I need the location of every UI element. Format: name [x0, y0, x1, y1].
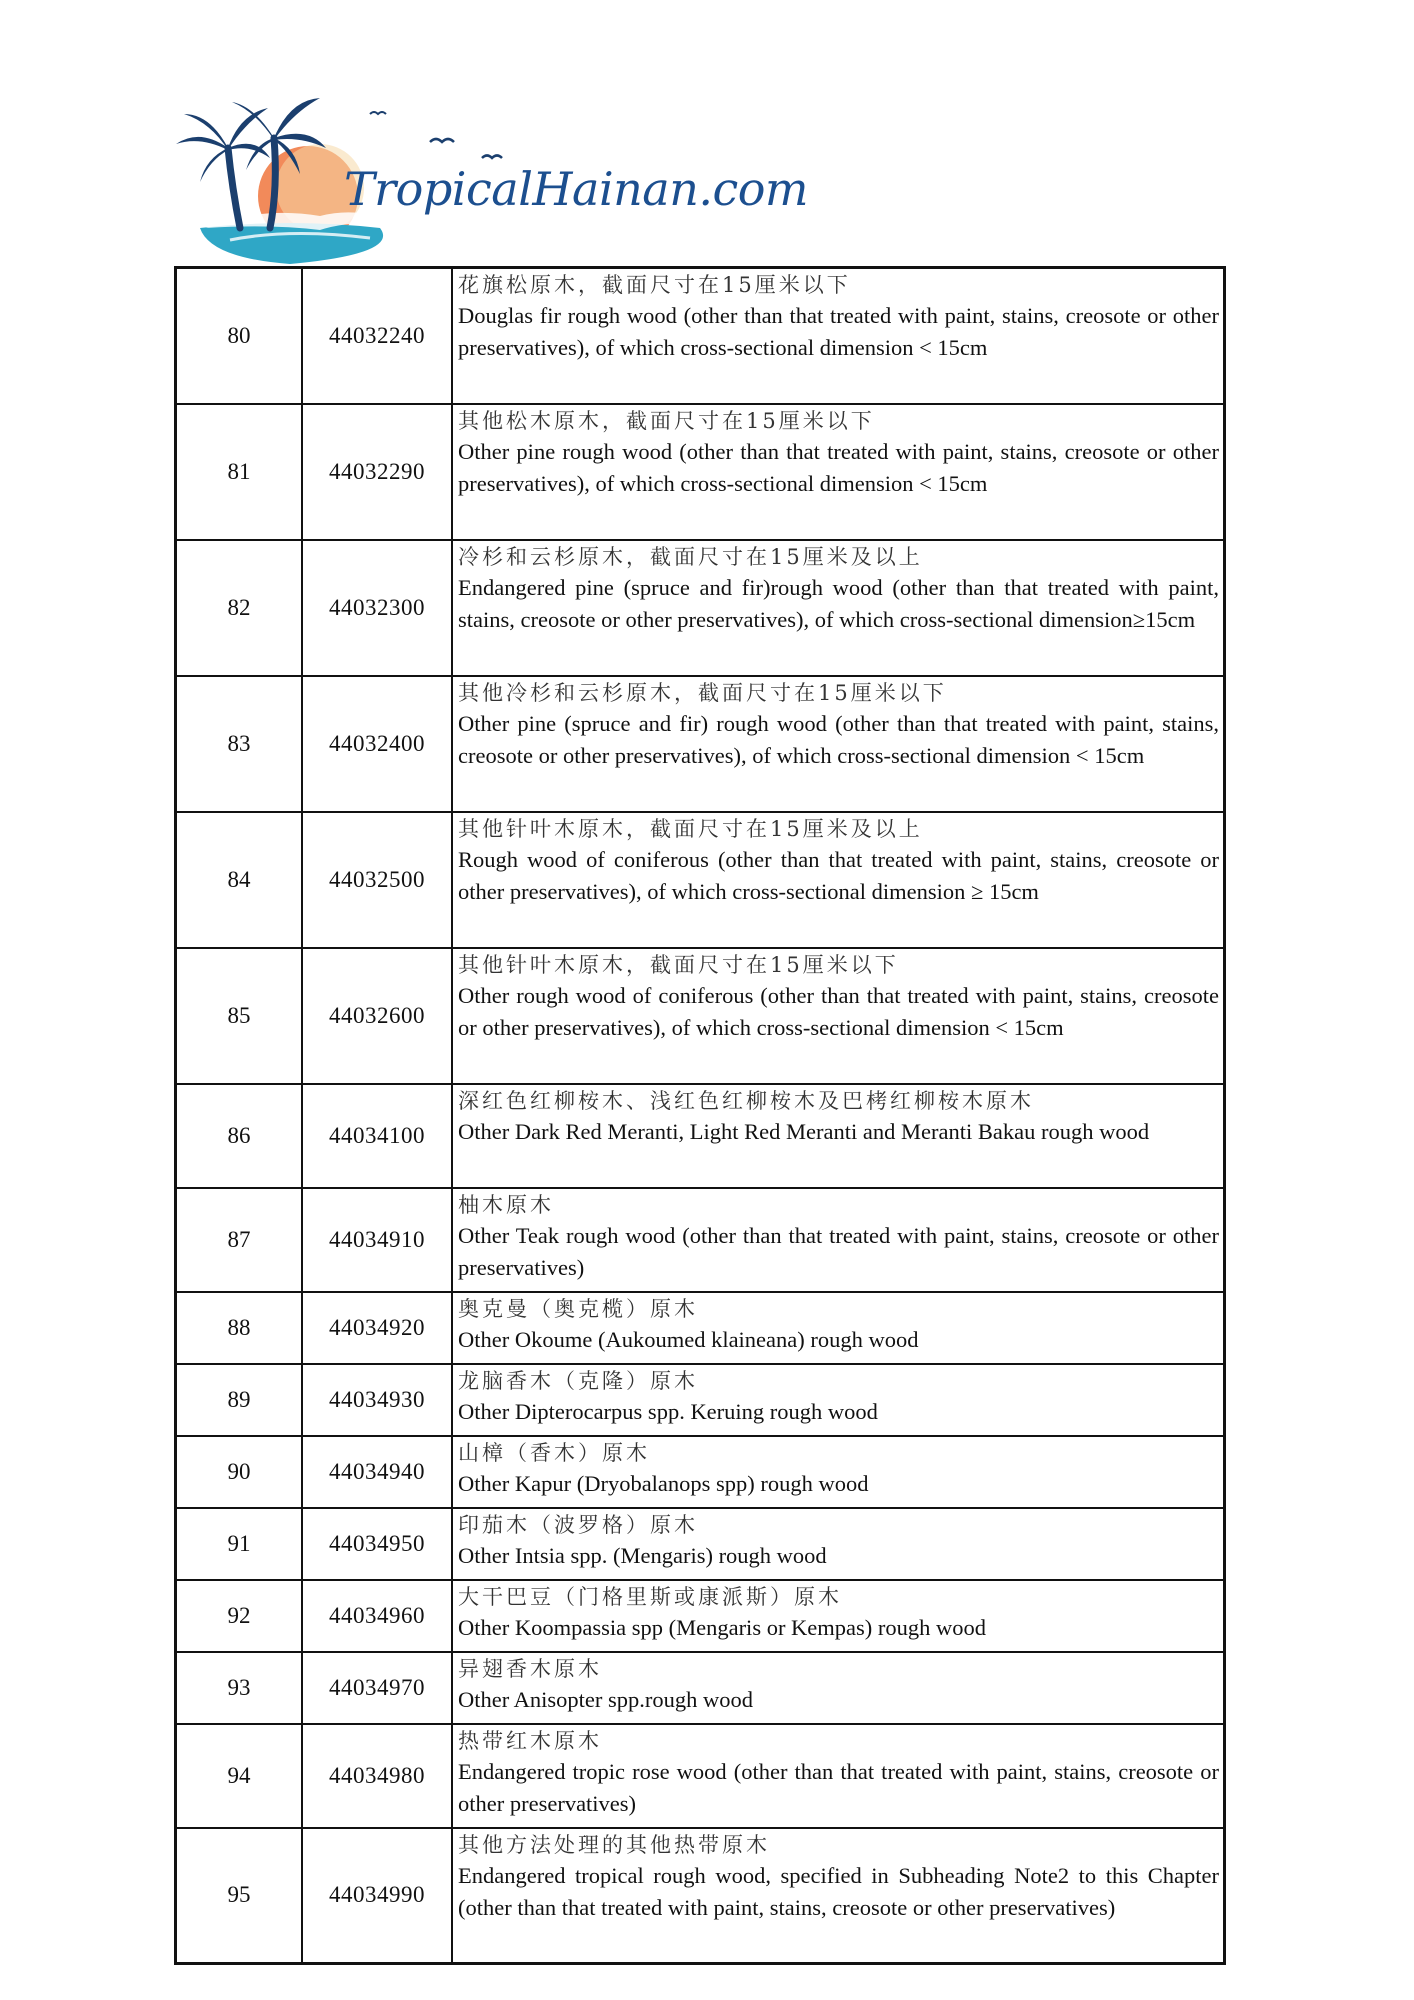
hs-code: 44034960 — [302, 1580, 452, 1652]
description-chinese: 大干巴豆（门格里斯或康派斯）原木 — [458, 1584, 842, 1609]
hs-code: 44032240 — [302, 268, 452, 404]
description-english: Endangered tropical rough wood, specified in Subheading Note2 to this Chapter (other than that treated with paint, stains, creosote or other preservatives) — [458, 1862, 1219, 1920]
description-cell — [452, 540, 1225, 676]
description-chinese: 热带红木原木 — [458, 1728, 602, 1753]
description-chinese: 其他方法处理的其他热带原木 — [458, 1832, 770, 1857]
description-english: Endangered pine (spruce and fir)rough wood (other than that treated with paint, stains, creosote or other preservatives), of which cross-sectional dimension≥15cm — [458, 574, 1219, 632]
description-english: Other Dipterocarpus spp. Keruing rough wood — [458, 1398, 878, 1424]
description-chinese: 冷杉和云杉原木，截面尺寸在15厘米及以上 — [458, 544, 923, 569]
table-row — [176, 268, 1225, 404]
table-row — [176, 1828, 1225, 1964]
description-cell — [452, 812, 1225, 948]
hs-code: 44034940 — [302, 1436, 452, 1508]
description-chinese: 其他针叶木原木，截面尺寸在15厘米以下 — [458, 952, 899, 977]
description-english: Endangered tropic rose wood (other than that treated with paint, stains, creosote or other preservatives) — [458, 1758, 1219, 1816]
table-row — [176, 1436, 1225, 1508]
description-cell — [452, 1084, 1225, 1188]
description-chinese: 山樟（香木）原木 — [458, 1440, 650, 1465]
row-number: 83 — [176, 676, 303, 812]
hs-code: 44034910 — [302, 1188, 452, 1292]
row-number: 87 — [176, 1188, 303, 1292]
hs-code: 44034990 — [302, 1828, 452, 1964]
description-chinese: 异翅香木原木 — [458, 1656, 602, 1681]
description-english: Other Dark Red Meranti, Light Red Meranti and Meranti Bakau rough wood — [458, 1118, 1150, 1144]
tariff-table-body — [176, 268, 1225, 1964]
description-english: Other Teak rough wood (other than that treated with paint, stains, creosote or other preservatives) — [458, 1222, 1219, 1280]
description-english: Other rough wood of coniferous (other than that treated with paint, stains, creosote or other preservatives), of which cross-sectional dimension < 15cm — [458, 982, 1219, 1040]
hs-code: 44032600 — [302, 948, 452, 1084]
hs-code: 44034930 — [302, 1364, 452, 1436]
description-chinese: 花旗松原木，截面尺寸在15厘米以下 — [458, 273, 851, 297]
row-number: 94 — [176, 1724, 303, 1828]
description-cell — [452, 1364, 1225, 1436]
description-english: Other pine (spruce and fir) rough wood (other than that treated with paint, stains, creosote or other preservatives), of which cross-sectional dimension < 15cm — [458, 710, 1219, 768]
description-english: Other Anisopter spp.rough wood — [458, 1686, 753, 1712]
row-number: 91 — [176, 1508, 303, 1580]
hs-code: 44032400 — [302, 676, 452, 812]
description-english: Other pine rough wood (other than that treated with paint, stains, creosote or other preservatives), of which cross-sectional dimension < 15cm — [458, 438, 1219, 496]
description-chinese: 印茄木（波罗格）原木 — [458, 1512, 698, 1537]
hs-code: 44032500 — [302, 812, 452, 948]
bird-icon — [430, 139, 454, 142]
table-row — [176, 1084, 1225, 1188]
row-number: 85 — [176, 948, 303, 1084]
description-english: Other Intsia spp. (Mengaris) rough wood — [458, 1542, 827, 1568]
table-row — [176, 1188, 1225, 1292]
description-cell — [452, 1652, 1225, 1724]
palm-tree-icon — [176, 108, 270, 182]
table-row — [176, 676, 1225, 812]
row-number: 84 — [176, 812, 303, 948]
description-cell — [452, 1508, 1225, 1580]
description-cell — [452, 948, 1225, 1084]
table-row — [176, 540, 1225, 676]
row-number: 81 — [176, 404, 303, 540]
table-row — [176, 948, 1225, 1084]
logo-text: TropicalHainan.com — [344, 162, 809, 216]
hs-code: 44032300 — [302, 540, 452, 676]
row-number: 86 — [176, 1084, 303, 1188]
hs-code: 44032290 — [302, 404, 452, 540]
hs-code: 44034980 — [302, 1724, 452, 1828]
description-chinese: 其他冷杉和云杉原木，截面尺寸在15厘米以下 — [458, 680, 947, 705]
description-english: Rough wood of coniferous (other than that treated with paint, stains, creosote or other preservatives), of which cross-sectional dimension ≥ 15cm — [458, 846, 1219, 904]
description-chinese: 深红色红柳桉木、浅红色红柳桉木及巴栲红柳桉木原木 — [458, 1088, 1034, 1113]
row-number: 88 — [176, 1292, 303, 1364]
table-row — [176, 1364, 1225, 1436]
description-cell — [452, 404, 1225, 540]
row-number: 93 — [176, 1652, 303, 1724]
row-number: 95 — [176, 1828, 303, 1964]
row-number: 82 — [176, 540, 303, 676]
description-chinese: 奥克曼（奥克榄）原木 — [458, 1296, 698, 1321]
table-row — [176, 1508, 1225, 1580]
description-cell — [452, 1188, 1225, 1292]
description-chinese: 其他松木原木，截面尺寸在15厘米以下 — [458, 408, 875, 433]
table-row — [176, 1724, 1225, 1828]
description-cell — [452, 268, 1225, 404]
description-chinese: 柚木原木 — [458, 1192, 554, 1217]
sea-icon — [200, 223, 383, 264]
tariff-table — [174, 266, 1226, 1965]
description-english: Other Okoume (Aukoumed klaineana) rough wood — [458, 1326, 919, 1352]
description-cell — [452, 1580, 1225, 1652]
site-logo[interactable] — [170, 78, 809, 264]
table-row — [176, 1580, 1225, 1652]
row-number: 90 — [176, 1436, 303, 1508]
hs-code: 44034920 — [302, 1292, 452, 1364]
table-row — [176, 404, 1225, 540]
description-chinese: 其他针叶木原木，截面尺寸在15厘米及以上 — [458, 816, 923, 841]
description-english: Other Koompassia spp (Mengaris or Kempas) rough wood — [458, 1614, 987, 1640]
hs-code: 44034970 — [302, 1652, 452, 1724]
row-number: 89 — [176, 1364, 303, 1436]
table-row — [176, 1652, 1225, 1724]
hs-code: 44034100 — [302, 1084, 452, 1188]
row-number: 92 — [176, 1580, 303, 1652]
description-cell — [452, 1292, 1225, 1364]
description-cell — [452, 1436, 1225, 1508]
description-cell — [452, 1724, 1225, 1828]
table-row — [176, 1292, 1225, 1364]
description-english: Douglas fir rough wood (other than that treated with paint, stains, creosote or other preservatives), of which cross-sectional dimension < 15cm — [458, 303, 1219, 360]
description-chinese: 龙脑香木（克隆）原木 — [458, 1368, 698, 1393]
row-number: 80 — [176, 268, 303, 404]
description-cell — [452, 676, 1225, 812]
description-english: Other Kapur (Dryobalanops spp) rough wood — [458, 1470, 869, 1496]
description-cell — [452, 1828, 1225, 1964]
hs-code: 44034950 — [302, 1508, 452, 1580]
table-row — [176, 812, 1225, 948]
